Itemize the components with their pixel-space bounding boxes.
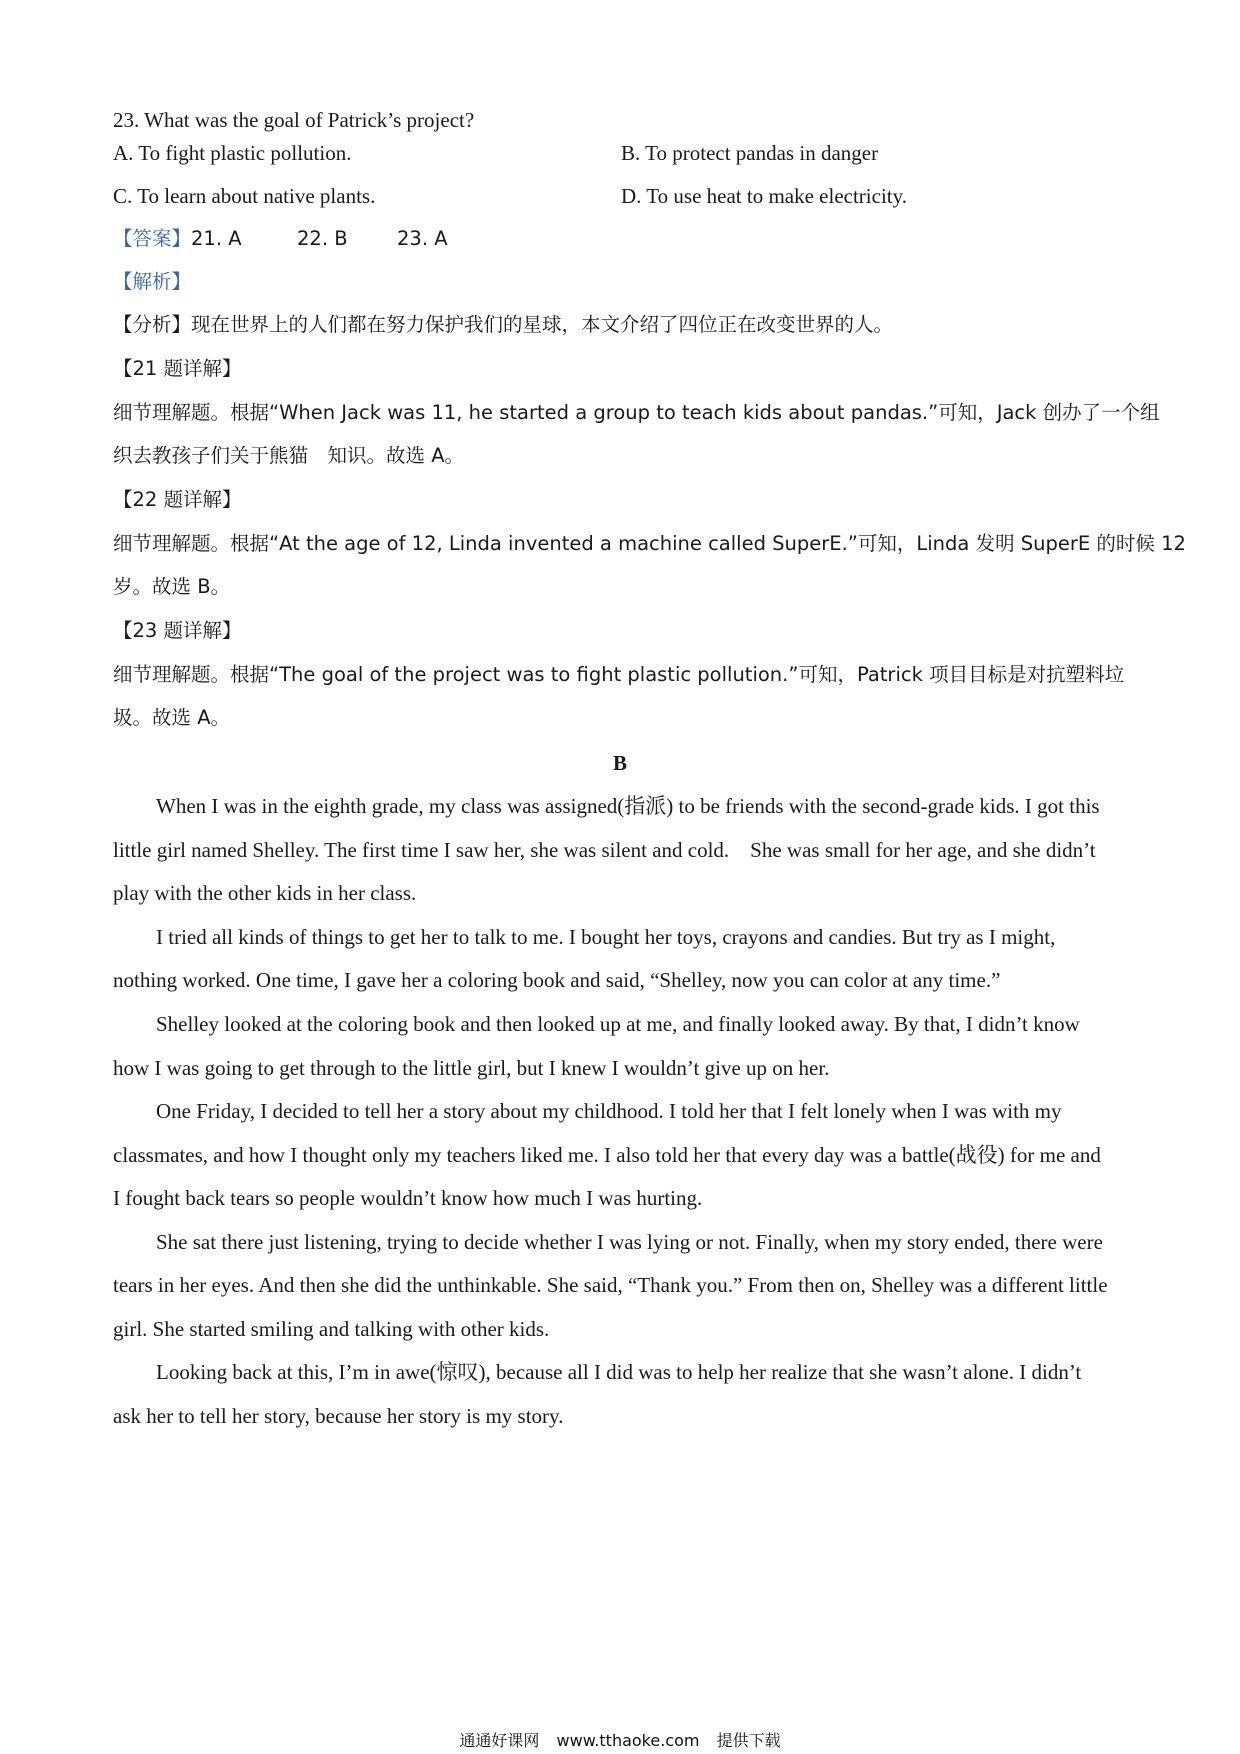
passage-line: how I was going to get through to the little girl, but I knew I wouldn’t give up on her.	[113, 1056, 830, 1080]
footer-url[interactable]: www.tthaoke.com	[556, 1731, 700, 1750]
passage-line: Looking back at this, I’m in awe(惊叹), because all I did was to help her realize that she wasn’t alone. I didn’t	[156, 1360, 1082, 1384]
passage-line: I tried all kinds of things to get her to talk to me. I bought her toys, crayons and candies. But try as I might,	[156, 925, 1056, 949]
footer-site-name: 通通好课网	[459, 1731, 540, 1750]
answer-tag: 【答案】	[113, 227, 192, 250]
passage-line: nothing worked. One time, I gave her a coloring book and said, “Shelley, now you can color at any time.”	[113, 968, 1001, 992]
q23-line-1: 细节理解题。根据“The goal of the project was to fight plastic pollution.”可知，Patrick 项目目标是对抗塑料垃	[113, 663, 1125, 686]
passage-line: little girl named Shelley. The first time I saw her, she was silent and cold. She was small for her age, and she didn’t	[113, 838, 1096, 862]
passage-line: When I was in the eighth grade, my class was assigned(指派) to be friends with the second-grade kids. I got this	[156, 794, 1100, 818]
passage-line: I fought back tears so people wouldn’t know how much I was hurting.	[113, 1186, 703, 1210]
passage-line: tears in her eyes. And then she did the unthinkable. She said, “Thank you.” From then on, Shelley was a different little	[113, 1273, 1108, 1297]
answer-22: 22. B	[297, 227, 348, 250]
passage-line: classmates, and how I thought only my teachers liked me. I also told her that every day was a battle(战役) for me and	[113, 1143, 1101, 1167]
q21-heading: 【21 题详解】	[113, 357, 242, 380]
answer-21: 21. A	[191, 227, 242, 250]
passage-line: Shelley looked at the coloring book and then looked up at me, and finally looked away. By that, I didn’t know	[156, 1012, 1080, 1036]
section-heading: B	[612, 751, 627, 775]
q23-heading: 【23 题详解】	[113, 619, 242, 642]
answer-row	[113, 224, 1128, 254]
passage-line: girl. She started smiling and talking with other kids.	[113, 1317, 550, 1341]
option-a: A. To fight plastic pollution.	[113, 141, 352, 165]
footer-note: 提供下载	[716, 1731, 781, 1750]
option-d: D. To use heat to make electricity.	[621, 184, 908, 208]
q22-line-2: 岁。故选 B。	[113, 575, 231, 598]
question-stem: 23. What was the goal of Patrick’s project?	[113, 108, 475, 132]
passage-line: play with the other kids in her class.	[113, 881, 417, 905]
page-footer	[0, 1728, 1240, 1751]
analysis-summary: 【分析】现在世界上的人们都在努力保护我们的星球，本文介绍了四位正在改变世界的人。	[113, 313, 894, 336]
q22-heading: 【22 题详解】	[113, 488, 242, 511]
q23-line-2: 圾。故选 A。	[113, 706, 231, 729]
q21-line-1: 细节理解题。根据“When Jack was 11, he started a group to teach kids about pandas.”可知，Jack 创办了一个组	[113, 401, 1160, 424]
passage-line: She sat there just listening, trying to decide whether I was lying or not. Finally, when my story ended, there were	[156, 1230, 1103, 1254]
passage-line: ask her to tell her story, because her story is my story.	[113, 1404, 564, 1428]
option-b: B. To protect pandas in danger	[621, 141, 879, 165]
q22-line-1: 细节理解题。根据“At the age of 12, Linda invented a machine called SuperE.”可知，Linda 发明 SuperE 的时候 12	[113, 532, 1186, 555]
option-c: C. To learn about native plants.	[113, 184, 376, 208]
passage-line: One Friday, I decided to tell her a story about my childhood. I told her that I felt lonely when I was with my	[156, 1099, 1062, 1123]
answer-23: 23. A	[397, 227, 448, 250]
analysis-tag: 【解析】	[113, 270, 192, 293]
q21-line-2: 织去教孩子们关于熊猫 知识。故选 A。	[113, 444, 465, 467]
